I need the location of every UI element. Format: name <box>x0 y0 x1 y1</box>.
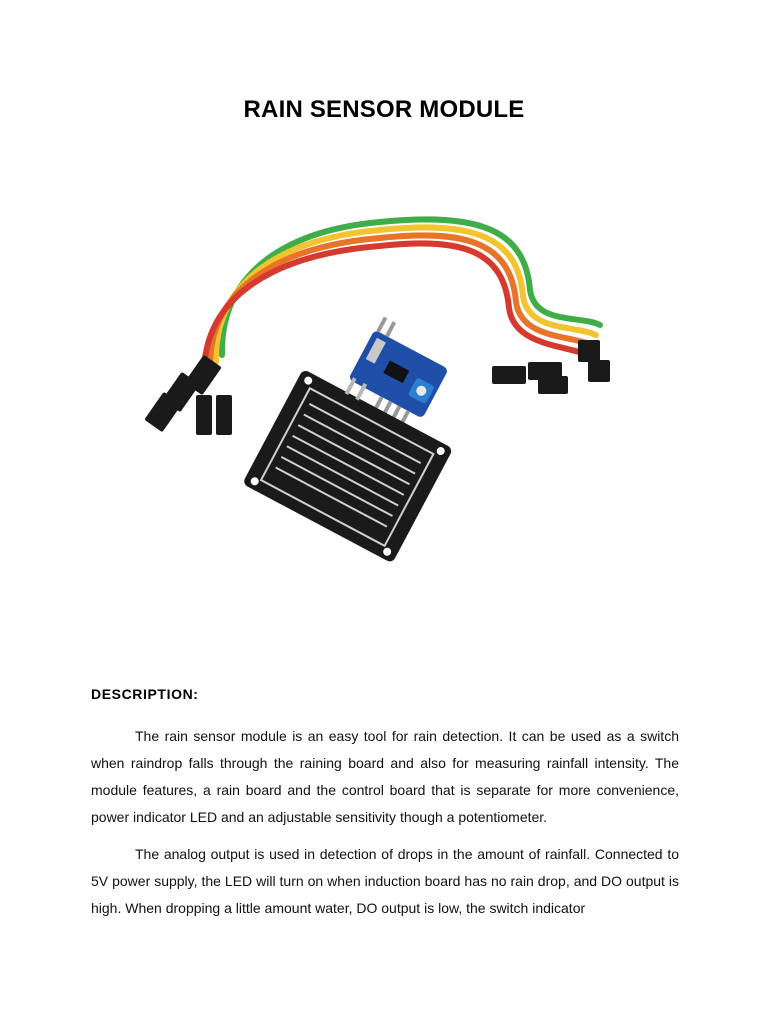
left-connectors <box>144 355 232 435</box>
page-title: RAIN SENSOR MODULE <box>243 96 525 123</box>
section-heading-description: DESCRIPTION: <box>91 686 199 702</box>
description-paragraph-1: The rain sensor module is an easy tool for rain detection. It can be used as a switch when raindrop falls through the raining board and also for measuring rainfall intensity. The module features, a rain board and the control board that is separate for more convenience, power indicator LED and an adjustable sensitivity though a potentiometer. <box>91 728 679 825</box>
rain-sensor-module-icon <box>130 190 630 590</box>
description-paragraph-2: The analog output is used in detection of drops in the amount of rainfall. Connected to 5V power supply, the LED will turn on when induction board has no rain drop, and DO output is high. When dropping a little amount water, DO output is low, the switch indicator <box>91 846 679 916</box>
right-connectors <box>492 340 610 394</box>
rain-sensor-figure <box>130 190 630 590</box>
